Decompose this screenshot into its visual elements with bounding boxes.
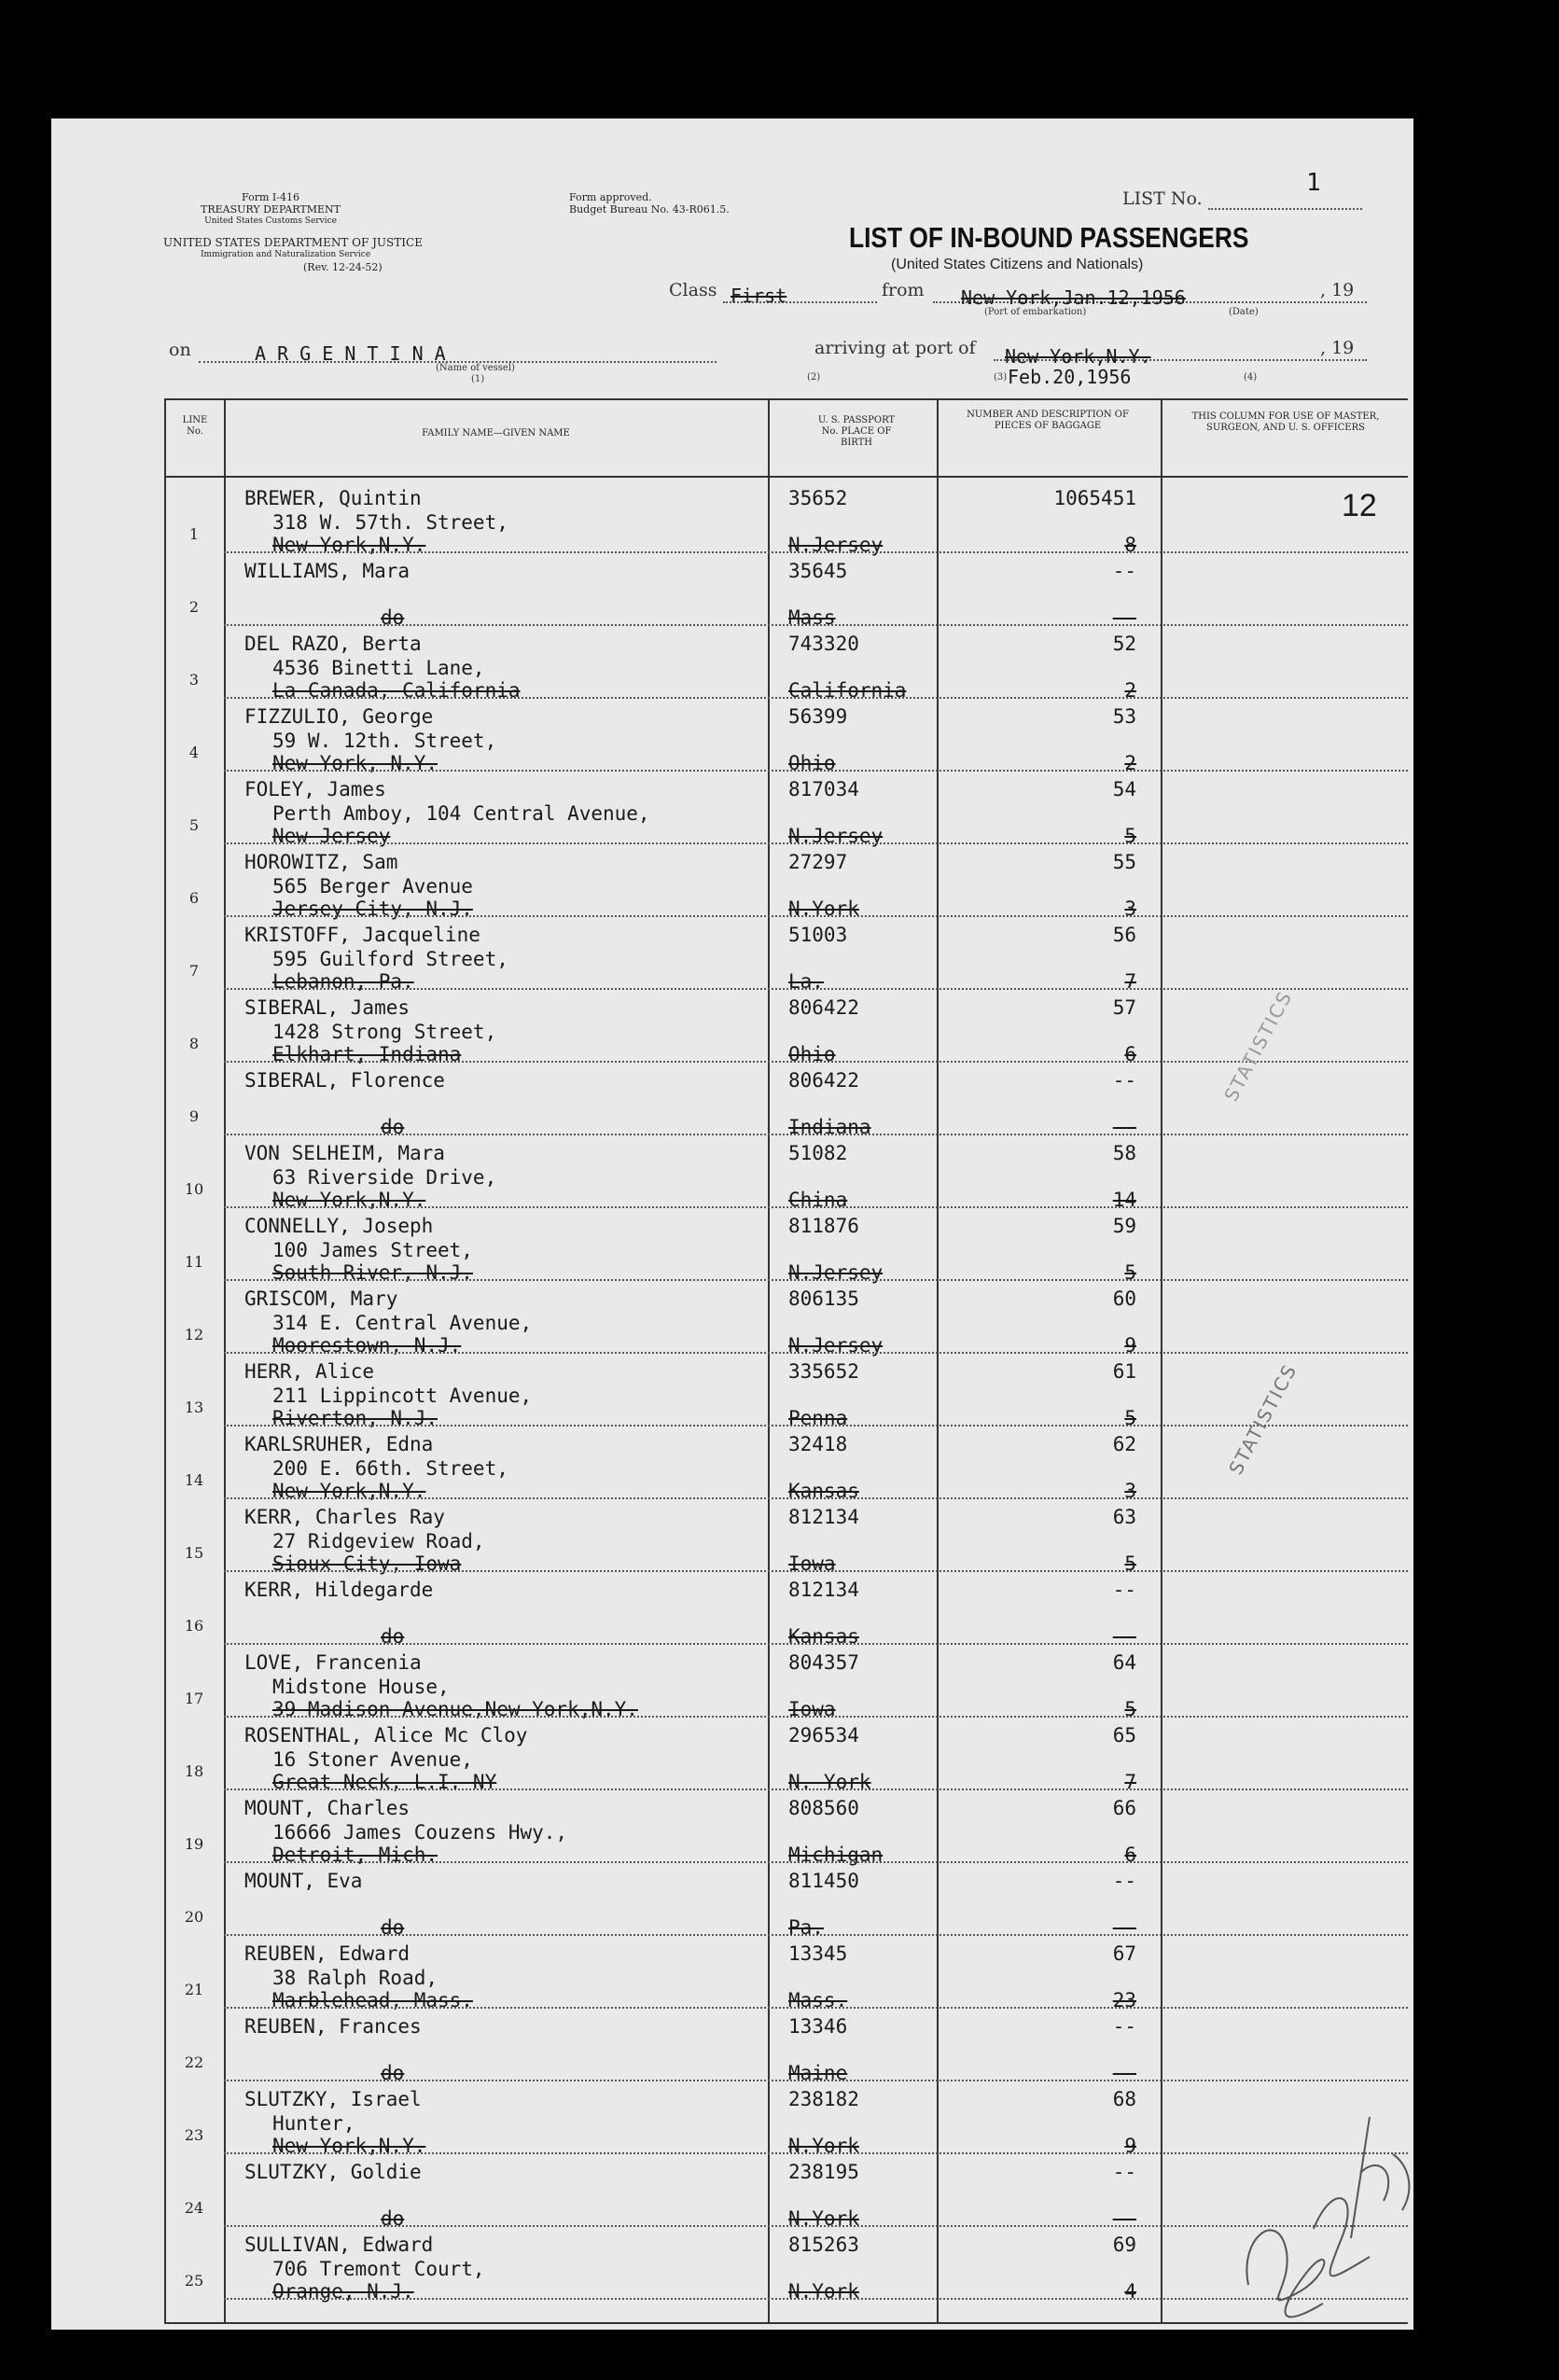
address-city: New York,N.Y. <box>272 1189 426 1211</box>
arrival-port: New York,N.Y. <box>1005 345 1151 368</box>
handwritten-signature <box>1220 2098 1426 2341</box>
passport-number: 804357 <box>788 1651 859 1674</box>
baggage-pieces: 6 <box>1124 1043 1136 1065</box>
address-city: do <box>381 1625 405 1648</box>
place-of-birth: N.Jersey <box>788 1334 884 1357</box>
baggage-number: 69 <box>1112 2234 1136 2256</box>
table-row <box>166 626 1408 702</box>
baggage-pieces: 5 <box>1124 1407 1136 1429</box>
baggage-number: 54 <box>1112 778 1136 800</box>
table-row <box>166 1718 1408 1793</box>
passenger-name: GRISCOM, Mary <box>244 1287 398 1310</box>
address-city: Orange, N.J. <box>272 2280 414 2303</box>
place-of-birth: Michigan <box>788 1844 884 1866</box>
passport-number: 811876 <box>788 1215 859 1237</box>
passport-number: 296534 <box>788 1724 859 1747</box>
line-number: 10 <box>184 1180 204 1198</box>
passport-number: 32418 <box>788 1433 848 1455</box>
address-city: Sioux City, Iowa <box>272 1552 462 1575</box>
address-line: 595 Guilford Street, <box>272 948 508 970</box>
line-number: 2 <box>188 598 200 616</box>
from-label: from <box>882 280 925 300</box>
address-city: New York,N.Y. <box>272 534 426 556</box>
baggage-pieces: -- <box>1112 606 1136 629</box>
passport-number: 238195 <box>788 2161 859 2183</box>
passport-number: 27297 <box>788 851 848 873</box>
baggage-pieces: 9 <box>1124 1334 1136 1357</box>
table-row <box>166 1936 1408 2009</box>
passport-number: 812134 <box>788 1579 859 1601</box>
address-line: 16 Stoner Avenue, <box>272 1748 473 1771</box>
baggage-number: -- <box>1112 1579 1136 1601</box>
address-city: Lebanon, Pa. <box>272 970 414 993</box>
address-line: Midstone House, <box>272 1676 450 1698</box>
address-line: 211 Lippincott Avenue, <box>272 1385 533 1407</box>
baggage-pieces: 3 <box>1124 898 1136 920</box>
list-no-value: 1 <box>1306 169 1321 197</box>
place-of-birth: N.Jersey <box>788 1261 884 1284</box>
address-line: 318 W. 57th. Street, <box>272 511 508 534</box>
baggage-number: 56 <box>1112 924 1136 946</box>
address-city: La Canada, California <box>272 679 521 702</box>
place-of-birth: Pa. <box>788 1916 824 1939</box>
baggage-pieces: 14 <box>1112 1189 1136 1211</box>
baggage-pieces: -- <box>1112 1116 1136 1138</box>
passport-number: 238182 <box>788 2088 859 2110</box>
passenger-name: MOUNT, Charles <box>244 1797 411 1819</box>
address-city: 39 Madison Avenue,New York,N.Y. <box>272 1698 638 1720</box>
baggage-pieces: 5 <box>1124 1261 1136 1284</box>
passport-number: 806135 <box>788 1287 859 1310</box>
line-number: 3 <box>188 671 200 689</box>
passenger-name: WILLIAMS, Mara <box>244 560 411 582</box>
address-city: do <box>381 606 405 629</box>
passenger-name: CONNELLY, Joseph <box>244 1215 434 1237</box>
address-city: Jersey City, N.J. <box>272 898 473 920</box>
baggage-pieces: 2 <box>1124 752 1136 774</box>
line-number: 25 <box>184 2272 204 2290</box>
address-line: 314 E. Central Avenue, <box>272 1312 533 1334</box>
address-line: 565 Berger Avenue <box>272 875 473 898</box>
passport-number: 56399 <box>788 705 848 728</box>
address-line: Hunter, <box>272 2112 355 2135</box>
address-line: 27 Ridgeview Road, <box>272 1530 485 1552</box>
passenger-name: BREWER, Quintin <box>244 487 422 509</box>
address-line: 100 James Street, <box>272 1239 473 1261</box>
baggage-number: 68 <box>1112 2088 1136 2110</box>
baggage-number: 61 <box>1112 1360 1136 1383</box>
place-of-birth: Mass <box>788 606 836 629</box>
place-of-birth: Kansas <box>788 1625 859 1648</box>
line-number: 12 <box>184 1326 204 1343</box>
passport-number: 13345 <box>788 1942 848 1965</box>
passenger-name: SIBERAL, Florence <box>244 1069 445 1092</box>
caption-3: (3) <box>994 372 1008 383</box>
baggage-pieces: 7 <box>1124 1771 1136 1793</box>
table-row <box>166 1063 1408 1138</box>
statistics-stamp: STATISTICS <box>1219 986 1297 1106</box>
place-of-birth: Iowa <box>788 1552 836 1575</box>
passport-number: 817034 <box>788 778 859 800</box>
table-row <box>166 1427 1408 1502</box>
passenger-name: REUBEN, Frances <box>244 2015 422 2038</box>
baggage-number: 52 <box>1112 633 1136 655</box>
baggage-pieces: 9 <box>1124 2135 1136 2157</box>
header-rule <box>166 476 1408 478</box>
baggage-number: 59 <box>1112 1215 1136 1237</box>
col-header-line: LINE No. <box>182 415 208 437</box>
table-row <box>166 1354 1408 1427</box>
passenger-name: MOUNT, Eva <box>244 1870 363 1892</box>
passport-number: 35645 <box>788 560 848 582</box>
port-embarkation-caption: (Port of embarkation) <box>984 307 1087 317</box>
passenger-name: SLUTZKY, Israel <box>244 2088 422 2110</box>
baggage-pieces: 8 <box>1124 534 1136 556</box>
passenger-name: KERR, Hildegarde <box>244 1579 434 1601</box>
page-subtitle: (United States Citizens and Nationals) <box>891 257 1144 272</box>
baggage-number: 67 <box>1112 1942 1136 1965</box>
passenger-name: HOROWITZ, Sam <box>244 851 398 873</box>
baggage-pieces: 4 <box>1124 2280 1136 2303</box>
date-caption: (Date) <box>1229 307 1259 317</box>
line-number: 15 <box>184 1544 204 1562</box>
justice-block <box>163 237 583 273</box>
arrival-date: Feb.20,1956 <box>1008 366 1132 388</box>
table-row <box>166 553 1408 629</box>
passenger-name: KERR, Charles Ray <box>244 1506 445 1528</box>
passport-number: 51082 <box>788 1142 848 1164</box>
baggage-number: -- <box>1112 560 1136 582</box>
passenger-name: FIZZULIO, George <box>244 705 434 728</box>
customs-service: United States Customs Service <box>204 216 337 226</box>
place-of-birth: N.York <box>788 2207 859 2230</box>
baggage-number: 55 <box>1112 851 1136 873</box>
arriving-label: arriving at port of <box>814 338 976 358</box>
baggage-pieces: -- <box>1112 1625 1136 1648</box>
address-city: do <box>381 1916 405 1939</box>
baggage-pieces: 6 <box>1124 1844 1136 1866</box>
table-row <box>166 1572 1408 1648</box>
baggage-number: 65 <box>1112 1724 1136 1747</box>
passenger-name: LOVE, Francenia <box>244 1651 422 1674</box>
table-row <box>166 2009 1408 2084</box>
vessel-caption: (Name of vessel) <box>436 363 515 373</box>
baggage-pieces: -- <box>1112 2062 1136 2084</box>
passenger-table <box>164 398 1408 2324</box>
place-of-birth: Ohio <box>788 1043 836 1065</box>
address-city: do <box>381 2062 405 2084</box>
list-no-line <box>1208 208 1362 210</box>
passenger-name: SIBERAL, James <box>244 996 411 1019</box>
address-city: Moorestown, N.J. <box>272 1334 462 1357</box>
from-value: New York,Jan.12,1956 <box>961 286 1186 309</box>
line-number: 19 <box>184 1835 204 1853</box>
baggage-number: 1065451 <box>1053 487 1136 509</box>
table-row <box>166 917 1408 993</box>
baggage-pieces: 5 <box>1124 1552 1136 1575</box>
line-number: 1 <box>188 525 200 543</box>
passenger-name: ROSENTHAL, Alice Mc Cloy <box>244 1724 528 1747</box>
place-of-birth: California <box>788 679 907 702</box>
passport-number: 13346 <box>788 2015 848 2038</box>
address-city: New York,N.Y. <box>272 1480 426 1502</box>
year-suffix: , 19 <box>1320 280 1355 300</box>
line-number: 14 <box>184 1471 204 1489</box>
line-number: 18 <box>184 1762 204 1780</box>
justice-department: UNITED STATES DEPARTMENT OF JUSTICE <box>163 236 423 249</box>
passport-number: 808560 <box>788 1797 859 1819</box>
caption-2: (2) <box>807 372 821 383</box>
place-of-birth: N.York <box>788 2135 859 2157</box>
passport-number: 812134 <box>788 1506 859 1528</box>
address-line: 59 W. 12th. Street, <box>272 730 497 752</box>
passport-number: 743320 <box>788 633 859 655</box>
budget-bureau: Budget Bureau No. 43-R061.5. <box>569 203 730 216</box>
line-number: 9 <box>188 1107 200 1125</box>
table-row <box>166 1863 1408 1939</box>
passenger-name: HERR, Alice <box>244 1360 375 1383</box>
place-of-birth: Indiana <box>788 1116 871 1138</box>
passenger-name: FOLEY, James <box>244 778 386 800</box>
table-row <box>166 480 1408 556</box>
baggage-number: 60 <box>1112 1287 1136 1310</box>
caption-1: (1) <box>471 374 485 384</box>
baggage-pieces: -- <box>1112 2207 1136 2230</box>
line-number: 17 <box>184 1690 204 1707</box>
line-number: 20 <box>184 1908 204 1926</box>
line-number: 5 <box>188 816 200 834</box>
table-row <box>166 1281 1408 1357</box>
place-of-birth: N. York <box>788 1771 871 1793</box>
statistics-stamp: STATISTICS <box>1224 1359 1301 1479</box>
passenger-name: KARLSRUHER, Edna <box>244 1433 434 1455</box>
table-row <box>166 844 1408 920</box>
line-number: 16 <box>184 1617 204 1635</box>
class-value: First <box>731 285 787 307</box>
passport-number: 51003 <box>788 924 848 946</box>
address-city: New York, N.Y. <box>272 752 438 774</box>
place-of-birth: N.Jersey <box>788 825 884 847</box>
table-row <box>166 1645 1408 1718</box>
passport-number: 806422 <box>788 996 859 1019</box>
col-header-baggage: NUMBER AND DESCRIPTION OF PIECES OF BAGGAGE <box>967 410 1129 431</box>
place-of-birth: N.Jersey <box>788 534 884 556</box>
list-no-label: LIST No. <box>1122 188 1203 209</box>
baggage-number: 62 <box>1112 1433 1136 1455</box>
form-revision: (Rev. 12-24-52) <box>303 261 383 273</box>
place-of-birth: Mass. <box>788 1989 848 2011</box>
baggage-pieces: -- <box>1112 1916 1136 1939</box>
address-city: Great Neck, L.I. NY <box>272 1771 497 1793</box>
vessel-name: A R G E N T I N A <box>255 342 446 365</box>
manifest-page <box>51 118 1413 2330</box>
table-row <box>166 1790 1408 1866</box>
baggage-number: 57 <box>1112 996 1136 1019</box>
address-line: Perth Amboy, 104 Central Avenue, <box>272 802 650 825</box>
baggage-number: -- <box>1112 2015 1136 2038</box>
baggage-number: 63 <box>1112 1506 1136 1528</box>
form-number: Form I-416 <box>242 191 299 203</box>
address-city: New Jersey <box>272 825 391 847</box>
baggage-number: 53 <box>1112 705 1136 728</box>
caption-4: (4) <box>1244 372 1258 383</box>
place-of-birth: Ohio <box>788 752 836 774</box>
line-number: 23 <box>184 2126 204 2144</box>
officer-mark: 12 <box>1342 488 1377 523</box>
address-city: New York,N.Y. <box>272 2135 426 2157</box>
baggage-number: 64 <box>1112 1651 1136 1674</box>
place-of-birth: Penna <box>788 1407 848 1429</box>
line-number: 21 <box>184 1981 204 1998</box>
table-row <box>166 990 1408 1063</box>
baggage-number: -- <box>1112 2161 1136 2183</box>
address-city: do <box>381 2207 405 2230</box>
place-of-birth: China <box>788 1189 848 1211</box>
passport-number: 335652 <box>788 1360 859 1383</box>
baggage-pieces: 3 <box>1124 1480 1136 1502</box>
passport-number: 806422 <box>788 1069 859 1092</box>
passenger-name: REUBEN, Edward <box>244 1942 411 1965</box>
form-agency-block <box>163 191 378 228</box>
table-row <box>166 699 1408 772</box>
address-line: 38 Ralph Road, <box>272 1967 438 1989</box>
address-city: Marblehead, Mass. <box>272 1989 473 2011</box>
table-row <box>166 1135 1408 1211</box>
place-of-birth: Iowa <box>788 1698 836 1720</box>
table-row <box>166 1208 1408 1284</box>
passenger-name: SLUTZKY, Goldie <box>244 2161 422 2183</box>
form-approved-block <box>569 191 730 216</box>
address-city: do <box>381 1116 405 1138</box>
place-of-birth: Maine <box>788 2062 848 2084</box>
col-header-name: FAMILY NAME—GIVEN NAME <box>422 428 570 438</box>
address-city: Detroit, Mich. <box>272 1844 438 1866</box>
passenger-name: SULLIVAN, Edward <box>244 2234 434 2256</box>
baggage-pieces: 2 <box>1124 679 1136 702</box>
passport-number: 35652 <box>788 487 848 509</box>
year-suffix-2: , 19 <box>1320 338 1355 358</box>
table-row <box>166 1499 1408 1575</box>
class-label: Class <box>669 280 717 300</box>
baggage-pieces: 23 <box>1112 1989 1136 2011</box>
col-header-passport: U. S. PASSPORT No. PLACE OF BIRTH <box>817 415 896 448</box>
baggage-number: 66 <box>1112 1797 1136 1819</box>
line-number: 24 <box>184 2199 204 2217</box>
address-city: Elkhart, Indiana <box>272 1043 462 1065</box>
address-line: 200 E. 66th. Street, <box>272 1457 508 1480</box>
col-header-officer-use: THIS COLUMN FOR USE OF MASTER, SURGEON, AND U. S. OFFICERS <box>1191 411 1380 433</box>
place-of-birth: N.York <box>788 2280 859 2303</box>
address-line: 4536 Binetti Lane, <box>272 657 485 679</box>
place-of-birth: Kansas <box>788 1480 859 1502</box>
address-line: 706 Tremont Court, <box>272 2258 485 2280</box>
place-of-birth: La. <box>788 970 824 993</box>
passport-number: 815263 <box>788 2234 859 2256</box>
address-city: Riverton, N.J. <box>272 1407 438 1429</box>
table-row <box>166 772 1408 847</box>
on-label: on <box>169 340 191 360</box>
address-line: 1428 Strong Street, <box>272 1021 497 1043</box>
line-number: 6 <box>188 889 200 907</box>
line-number: 22 <box>184 2053 204 2071</box>
baggage-number: -- <box>1112 1870 1136 1892</box>
baggage-number: -- <box>1112 1069 1136 1092</box>
baggage-number: 58 <box>1112 1142 1136 1164</box>
baggage-pieces: 5 <box>1124 825 1136 847</box>
passenger-name: KRISTOFF, Jacqueline <box>244 924 480 946</box>
line-number: 13 <box>184 1399 204 1416</box>
passenger-name: VON SELHEIM, Mara <box>244 1142 445 1164</box>
baggage-pieces: 7 <box>1124 970 1136 993</box>
treasury-department: TREASURY DEPARTMENT <box>201 203 341 216</box>
page-title: LIST OF IN-BOUND PASSENGERS <box>849 221 1249 254</box>
place-of-birth: N.York <box>788 898 859 920</box>
address-line: 63 Riverside Drive, <box>272 1166 497 1189</box>
line-number: 11 <box>184 1253 204 1271</box>
form-approved: Form approved. <box>569 191 652 203</box>
line-number: 4 <box>188 744 200 761</box>
ins-service: Immigration and Naturalization Service <box>201 250 371 259</box>
baggage-pieces: 5 <box>1124 1698 1136 1720</box>
address-city: South River, N.J. <box>272 1261 473 1284</box>
line-number: 7 <box>188 962 200 980</box>
line-number: 8 <box>188 1035 200 1052</box>
passport-number: 811450 <box>788 1870 859 1892</box>
passenger-name: DEL RAZO, Berta <box>244 633 422 655</box>
address-line: 16666 James Couzens Hwy., <box>272 1821 568 1844</box>
